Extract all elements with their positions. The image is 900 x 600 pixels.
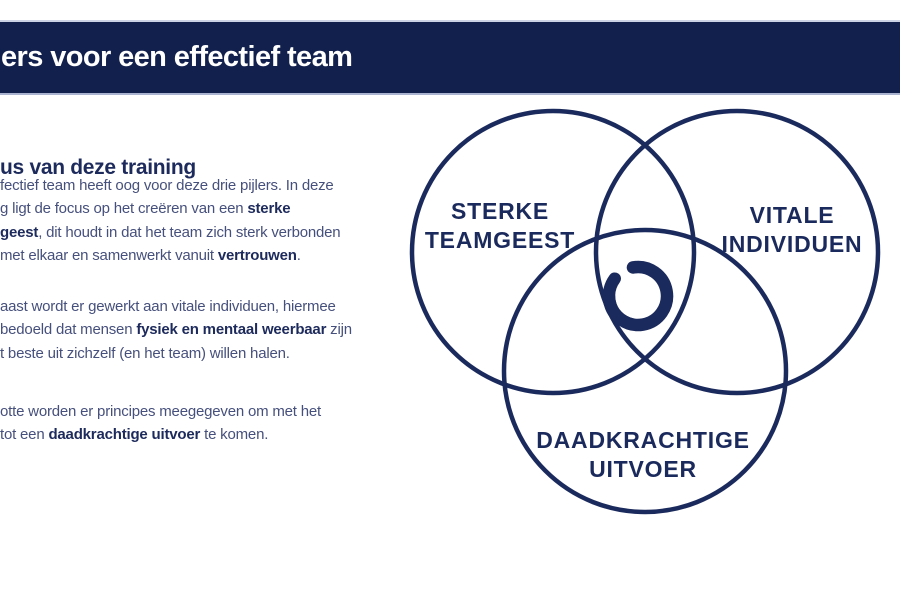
venn-label-line: DAADKRACHTIGE bbox=[536, 427, 750, 453]
text-segment: bedoeld dat mensen bbox=[0, 321, 137, 339]
text-segment: g ligt de focus op het creëren van een bbox=[0, 200, 248, 218]
page-title: ers voor een effectief team bbox=[1, 41, 353, 73]
enso-brush-circle-icon bbox=[604, 262, 671, 329]
text-segment: aast wordt er gewerkt aan vitale individuen, hiermee bbox=[0, 298, 336, 315]
venn-label-daadkrachtige-uitvoer bbox=[513, 426, 773, 484]
text-segment: otte worden er principes meegegeven om met het bbox=[0, 403, 321, 420]
section-heading: us van deze training bbox=[0, 156, 196, 180]
text-segment: geest bbox=[0, 223, 39, 241]
text-segment: sterke bbox=[247, 200, 291, 218]
text-segment: . bbox=[296, 247, 301, 265]
venn-label-line: INDIVIDUEN bbox=[721, 231, 863, 257]
venn-label-line: UITVOER bbox=[589, 456, 697, 482]
text-segment: te komen. bbox=[200, 426, 269, 444]
text-segment: fectief team heeft oog voor deze drie pijlers. In deze bbox=[0, 177, 334, 194]
text-segment: , dit houdt in dat het team zich sterk verbonden bbox=[38, 223, 341, 241]
venn-label-line: VITALE bbox=[749, 202, 835, 228]
text-segment: fysiek en mentaal weerbaar bbox=[136, 321, 327, 339]
text-segment: zijn bbox=[326, 321, 352, 339]
venn-label-vitale-individuen bbox=[697, 201, 887, 259]
venn-label-sterke-teamgeest bbox=[405, 197, 595, 255]
venn-label-line: TEAMGEEST bbox=[424, 227, 576, 253]
text-segment: vertrouwen bbox=[217, 247, 297, 265]
venn-label-line: STERKE bbox=[450, 198, 550, 224]
text-segment: daadkrachtige uitvoer bbox=[48, 426, 201, 444]
text-segment: met elkaar en samenwerkt vanuit bbox=[0, 247, 218, 265]
text-segment: t beste uit zichzelf (en het team) willen halen. bbox=[0, 344, 290, 362]
text-segment: tot een bbox=[0, 426, 49, 444]
